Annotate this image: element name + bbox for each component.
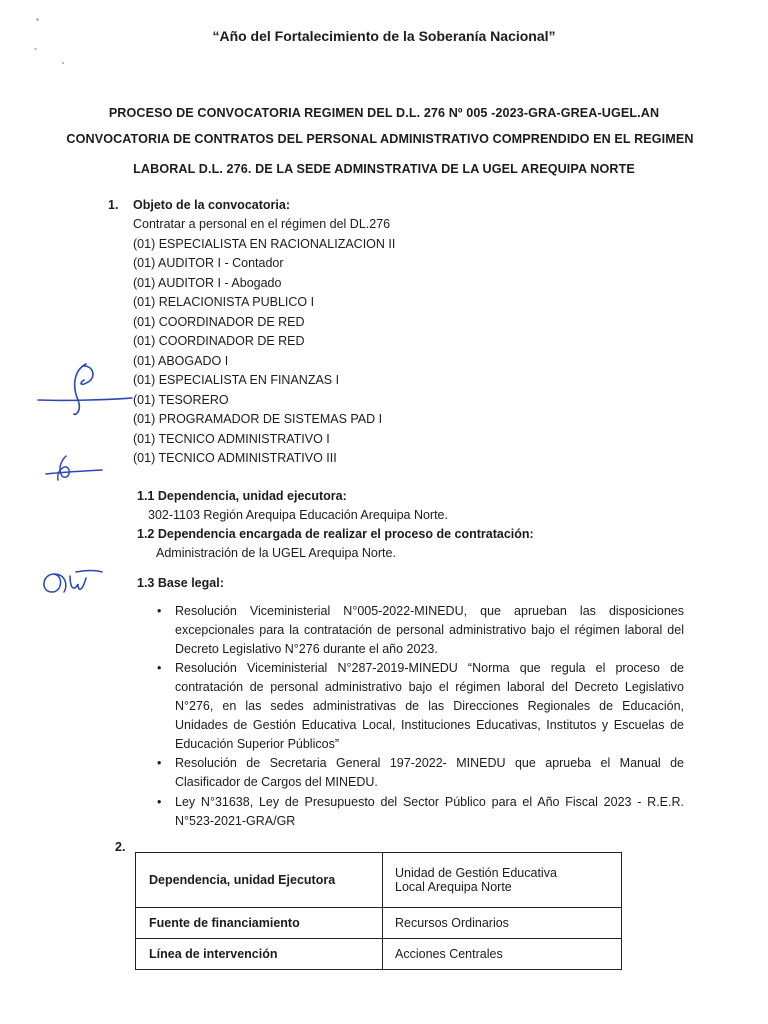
position-item: (01) TECNICO ADMINISTRATIVO III xyxy=(133,451,337,465)
position-item: (01) ESPECIALISTA EN FINANZAS I xyxy=(133,373,340,387)
legal-basis-item: • Resolución Viceministerial N°287-2019-MINEDU “Norma que regula el proceso de contratación de personal administrativo bajo el régimen laboral del Decreto Legislativo N°276, en las sedes administrativas de las Direcciones Regionales de Educación, Unidades de Gestión Educativa Local, Instituciones Educativas, Institutos y Escuelas de Educación Superior Públicos” xyxy=(157,661,684,751)
position-item: (01) ESPECIALISTA EN RACIONALIZACION II xyxy=(133,236,396,251)
table-value: Recursos Ordinarios xyxy=(383,908,622,939)
position-item: (01) AUDITOR I - Abogado xyxy=(133,275,282,290)
position-item: (01) AUDITOR I - Contador xyxy=(133,256,284,270)
section-1-intro: Contratar a personal en el régimen del DL.276 xyxy=(133,217,391,231)
table-value xyxy=(383,853,622,908)
table-row xyxy=(136,908,622,939)
subsection-1-2-heading: 1.2 Dependencia encargada de realizar el proceso de contratación: xyxy=(137,527,534,541)
budget-info-table xyxy=(135,852,622,970)
table-row xyxy=(136,853,622,908)
section-1-body xyxy=(133,215,395,469)
year-motto: “Año del Fortalecimiento de la Soberanía Nacional” xyxy=(212,28,556,44)
legal-basis-text: Resolución de Secretaria General 197-2022- MINEDU que aprueba el Manual de Clasificador de Cargos del MINEDU. xyxy=(175,756,684,790)
legal-basis-text: Ley N°31638, Ley de Presupuesto del Sector Público para el Año Fiscal 2023 - R.E.R. N°523-2021-GRA/GR xyxy=(175,794,684,828)
position-item: (01) COORDINADOR DE RED xyxy=(133,314,305,329)
legal-basis-item: • Resolución Viceministerial N°005-2022-MINEDU, que aprueban las disposiciones excepcionales para la contratación de personal administrativo bajo el régimen laboral del Decreto Legislativo N°276 durante el año 2023. xyxy=(157,604,684,656)
table-value-line: Local Arequipa Norte xyxy=(395,880,512,894)
scan-speck xyxy=(34,48,37,50)
position-item: (01) TESORERO xyxy=(133,392,229,407)
legal-basis-item: • Ley N°31638, Ley de Presupuesto del Sector Público para el Año Fiscal 2023 - R.E.R. N°523-2021-GRA/GR xyxy=(157,794,684,828)
subsection-1-3-heading: 1.3 Base legal: xyxy=(137,576,224,590)
legal-basis-text: Resolución Viceministerial N°287-2019-MINEDU “Norma que regula el proceso de contratación de personal administrativo bajo el régimen laboral del Decreto Legislativo N°276, en las sedes administrativas de las Direcciones Regionales de Educación, Unidades de Gestión Educativa Local, Instituciones Educativas, Institutos y Escuelas de Educación Superior Públicos” xyxy=(175,661,684,751)
table-value-line: Unidad de Gestión Educativa xyxy=(395,866,557,880)
table-label: Línea de intervención xyxy=(136,939,383,970)
section-1-heading: Objeto de la convocatoria: xyxy=(133,198,290,212)
legal-basis-item: • Resolución de Secretaria General 197-2022- MINEDU que aprueba el Manual de Clasificador de Cargos del MINEDU. xyxy=(157,756,684,790)
position-item: (01) TECNICO ADMINISTRATIVO I xyxy=(133,431,330,446)
subsection-1-1-heading: 1.1 Dependencia, unidad ejecutora: xyxy=(137,489,347,503)
position-item: (01) PROGRAMADOR DE SISTEMAS PAD I xyxy=(133,412,383,426)
signature-initial-2 xyxy=(38,452,104,488)
scan-speck xyxy=(36,18,39,21)
position-item: (01) RELACIONISTA PUBLICO I xyxy=(133,295,315,309)
title-line-1: PROCESO DE CONVOCATORIA REGIMEN DEL D.L. 276 Nº 005 -2023-GRA-GREA-UGEL.AN xyxy=(108,106,660,120)
subsection-1-1-text: 302-1103 Región Arequipa Educación Arequipa Norte. xyxy=(148,508,448,522)
signature-initial-1 xyxy=(34,360,134,420)
table-label: Fuente de financiamiento xyxy=(136,908,383,939)
section-2-number: 2. xyxy=(115,840,126,854)
table-value: Acciones Centrales xyxy=(383,939,622,970)
position-item: (01) ABOGADO I xyxy=(133,353,229,368)
positions-list xyxy=(133,235,395,469)
table-label: Dependencia, unidad Ejecutora xyxy=(136,853,383,908)
signature-initial-3 xyxy=(36,566,106,602)
scan-speck xyxy=(62,62,64,64)
section-1-number: 1. xyxy=(108,198,119,212)
legal-basis-text: Resolución Viceministerial N°005-2022-MINEDU, que aprueban las disposiciones excepcionales para la contratación de personal administrativo bajo el régimen laboral del Decreto Legislativo N°276 durante el año 2023. xyxy=(175,604,684,656)
table-row xyxy=(136,939,622,970)
position-item: (01) COORDINADOR DE RED xyxy=(133,334,305,348)
title-line-2: CONVOCATORIA DE CONTRATOS DEL PERSONAL ADMINISTRATIVO COMPRENDIDO EN EL REGIMEN xyxy=(66,132,694,146)
subsection-1-2-text: Administración de la UGEL Arequipa Norte. xyxy=(156,546,396,560)
title-line-3: LABORAL D.L. 276. DE LA SEDE ADMINSTRATIVA DE LA UGEL AREQUIPA NORTE xyxy=(133,162,635,176)
legal-basis-list xyxy=(156,602,684,832)
